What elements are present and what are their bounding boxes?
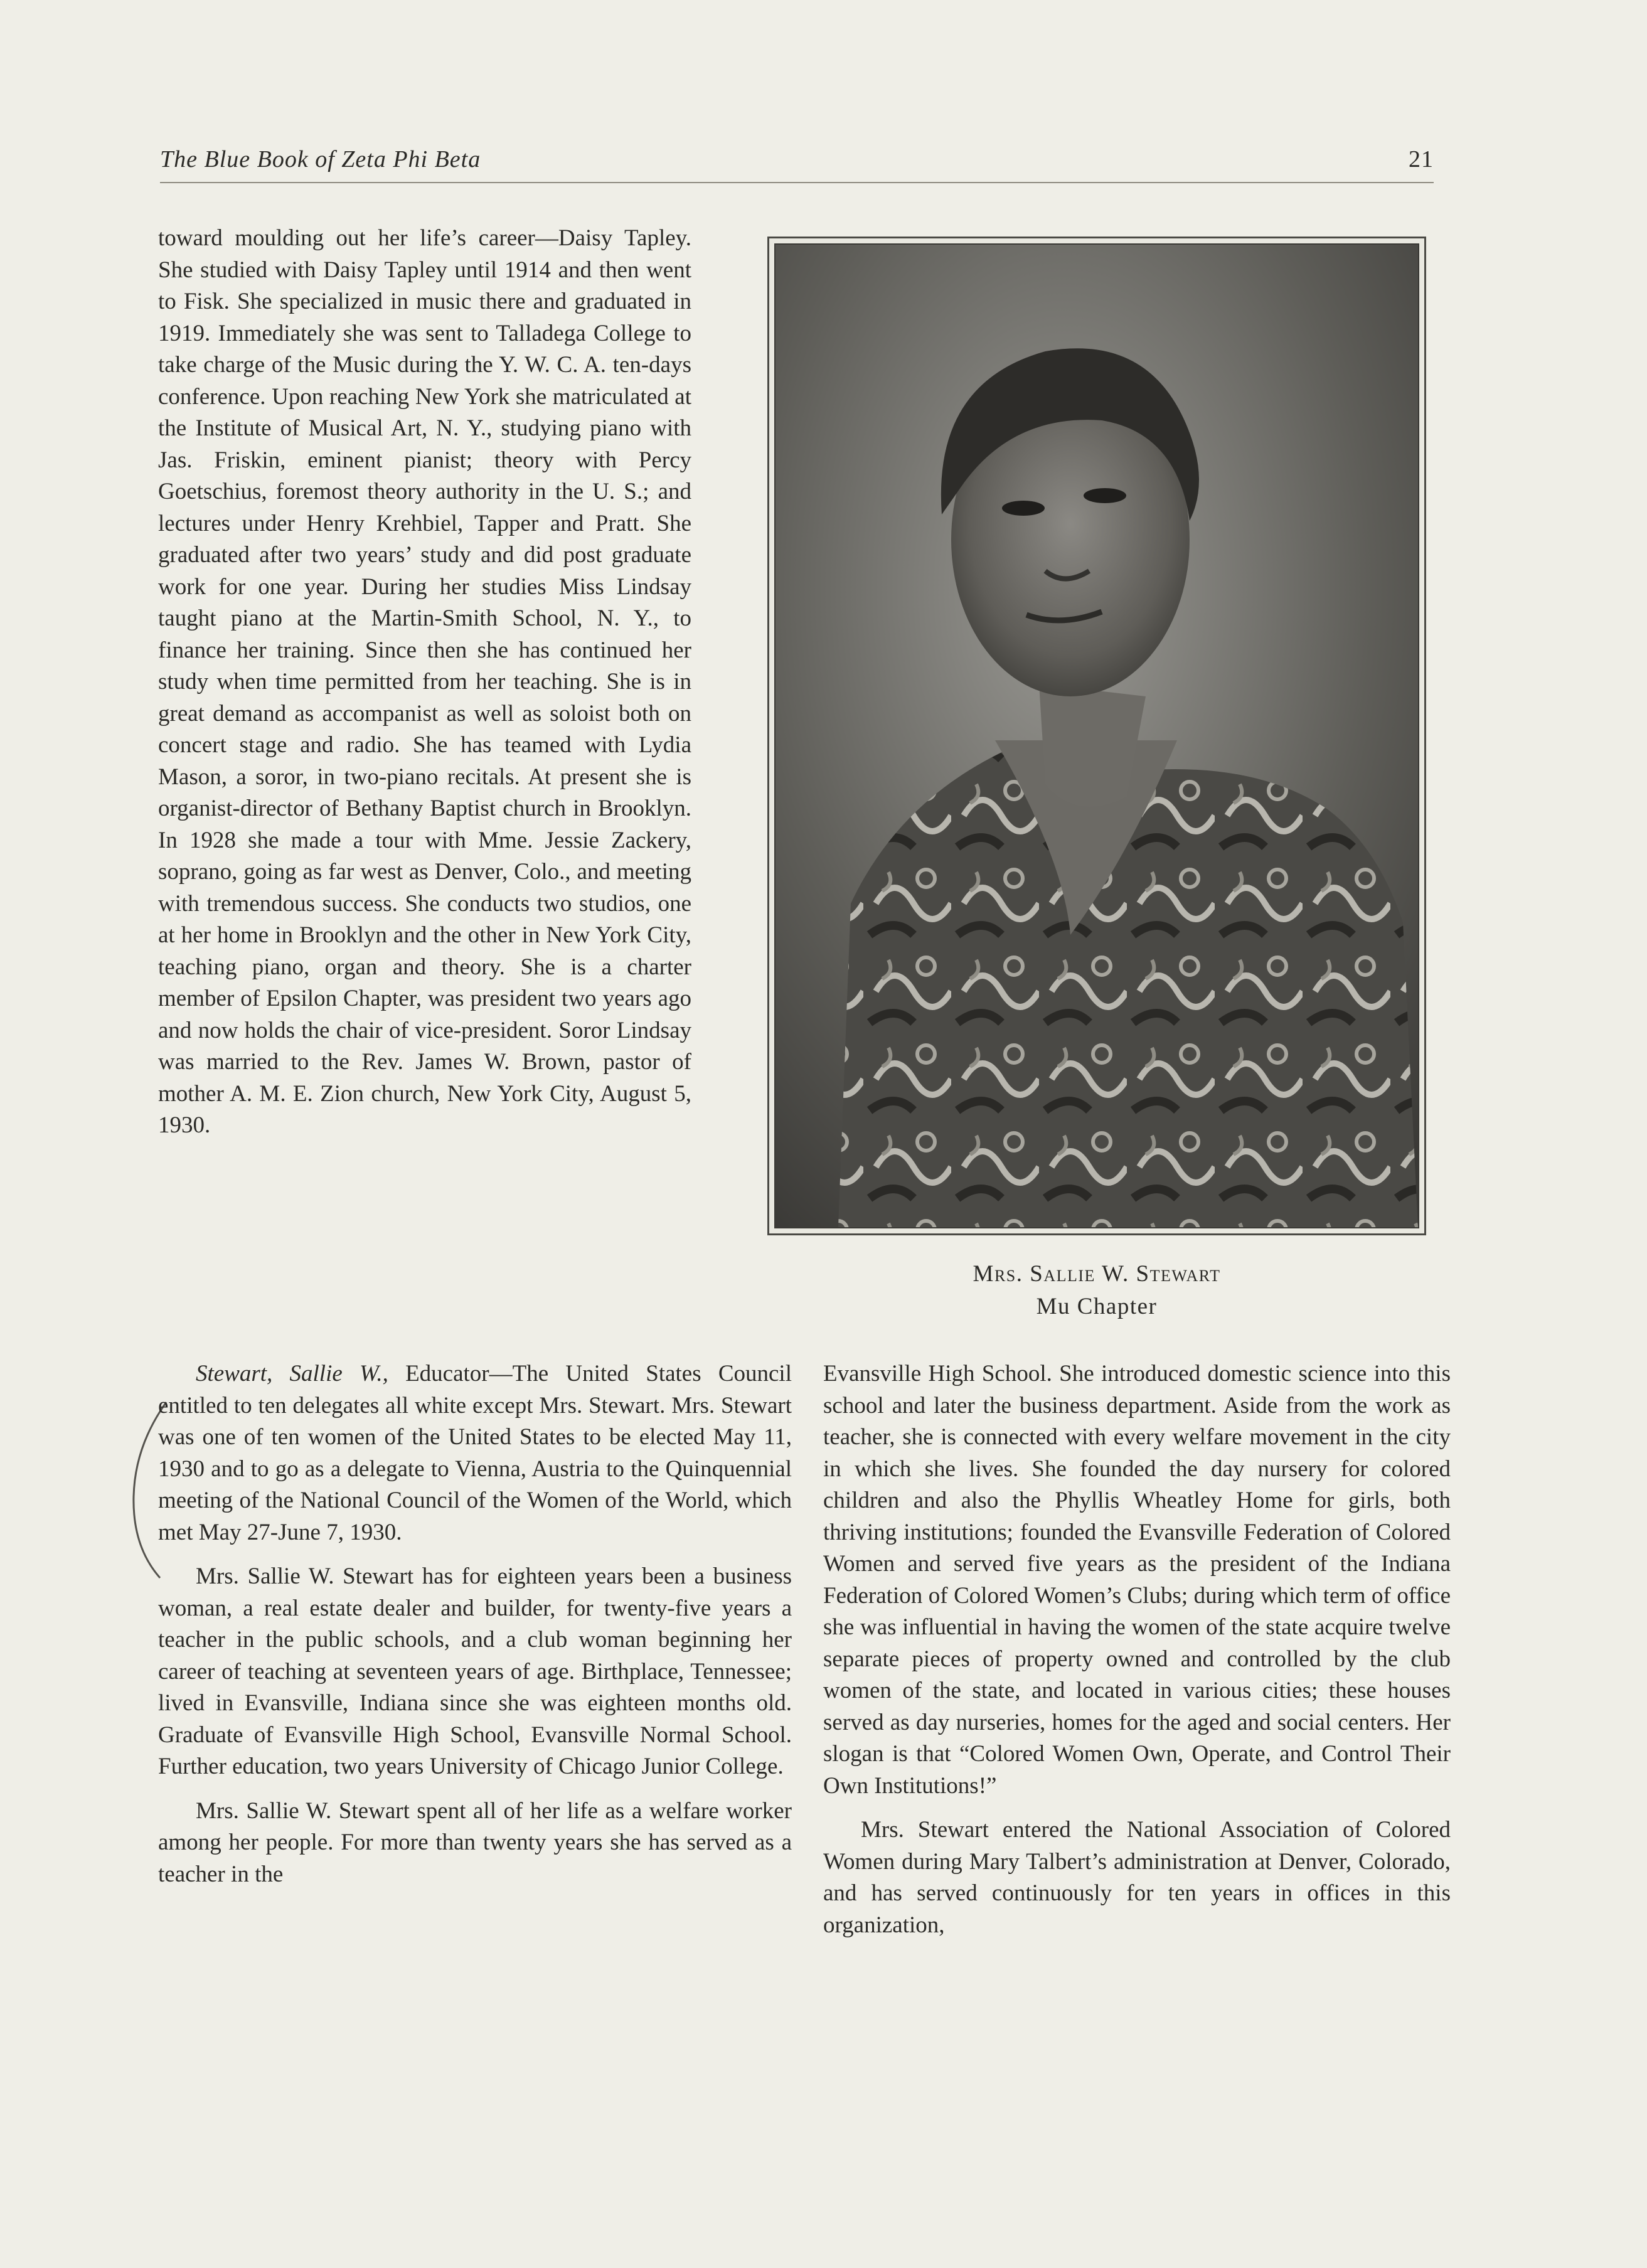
stewart-career-paragraph: Mrs. Sallie W. Stewart has for eighteen years been a business woman, a real estate dealer and builder, for twenty-five years a teacher in the public schools, and a club woman beginning her career of teaching at seventeen years of age. Birthplace, Tennessee; lived in Evansville, Indiana since she was eighteen months old. Graduate of Evansville High School, Evansville Normal School. Further education, two years University of Chicago Junior College. — [158, 1563, 792, 1779]
stewart-intro-text: Educator—The United States Council entitled to ten delegates all white except Mrs. Stewart. Mrs. Stewart was one of ten women of the United States to be elected May 11, 1930 and to go as a delegate to Vienna, Austria to the Quinquennial meeting of the National Council of the Women of the World, which met May 27-June 7, 1930. — [158, 1361, 792, 1545]
running-header — [160, 146, 1434, 173]
stewart-nacw-paragraph: Mrs. Stewart entered the National Association of Colored Women during Mary Talbert’s administration at Denver, Colorado, and has served continuously for ten years in offices in this organization, — [823, 1817, 1451, 1938]
stewart-biography-right-column — [823, 1358, 1451, 1941]
lindsay-biography-text: toward moulding out her life’s career—Daisy Tapley. She studied with Daisy Tapley until 1914 and then went to Fisk. She specialized in music there and graduated in 1919. Immediately she was sent to Talladega College to take charge of the Music during the Y. W. C. A. ten-days conference. Upon reaching New York she matriculated at the Institute of Musical Art, N. Y., studying piano with Jas. Friskin, eminent pianist; theory with Percy Goetschius, foremost theory authority in the U. S.; and lectures under Henry Krehbiel, Tapper and Pratt. She graduated after two years’ study and did post graduate work for one year. During her studies Miss Lindsay taught piano at the Martin-Smith School, N. Y., to finance her training. Since then she has continued her study when time permitted from her teaching. She is in great demand as accompanist as well as soloist both on concert stage and radio. She has teamed with Lydia Mason, a soror, in two-piano recitals. At present she is organist-director of Bethany Baptist church in Brooklyn. In 1928 she made a tour with Mme. Jessie Zackery, soprano, going as far west as Denver, Colo., and meeting with tremendous success. She conducts two studios, one at her home in Brooklyn and the other in New York City, teaching piano, organ and theory. She is a charter member of Epsilon Chapter, was president two years ago and now holds the chair of vice-president. Soror Lindsay was married to the Rev. James W. Brown, pastor of mother A. M. E. Zion church, New York City, August 5, 1930. — [158, 225, 691, 1138]
portrait-photo — [774, 243, 1419, 1228]
book-title: The Blue Book of Zeta Phi Beta — [160, 146, 481, 173]
stewart-welfare-paragraph: Mrs. Sallie W. Stewart spent all of her life as a welfare worker among her people. For more than twenty years she has served as a teacher in the — [158, 1797, 792, 1887]
stewart-intro-paragraph — [158, 1358, 792, 1548]
page-number: 21 — [1409, 146, 1434, 173]
header-rule — [160, 182, 1434, 183]
stewart-evansville-paragraph: Evansville High School. She introduced domestic science into this school and later the business department. Aside from the work as teacher, she is connected with every welfare movement in the city in which she lives. She founded the day nursery for colored children and also the Phyllis Wheatley Home for girls, both thriving institutions; founded the Evansville Federation of Colored Women and served five years as the president of the Indiana Federation of Colored Women’s Clubs; during which term of office she was influential in having the women of the state acquire twelve separate pieces of property owned and controlled by the club women of the state, and located in various cities; these houses served as day nurseries, homes for the aged and social centers. Her slogan is that “Colored Women Own, Operate, and Control Their Own Institutions!” — [823, 1361, 1451, 1799]
photo-caption — [767, 1258, 1426, 1323]
stewart-biography-left-column — [158, 1358, 792, 1890]
lindsay-biography-column — [158, 223, 691, 1142]
stewart-name-entry: Stewart, Sallie W., — [196, 1361, 388, 1387]
caption-name: Mrs. Sallie W. Stewart — [973, 1261, 1221, 1287]
portrait-image — [776, 245, 1418, 1227]
caption-chapter: Mu Chapter — [1036, 1294, 1158, 1319]
portrait-photo-frame — [767, 237, 1426, 1235]
